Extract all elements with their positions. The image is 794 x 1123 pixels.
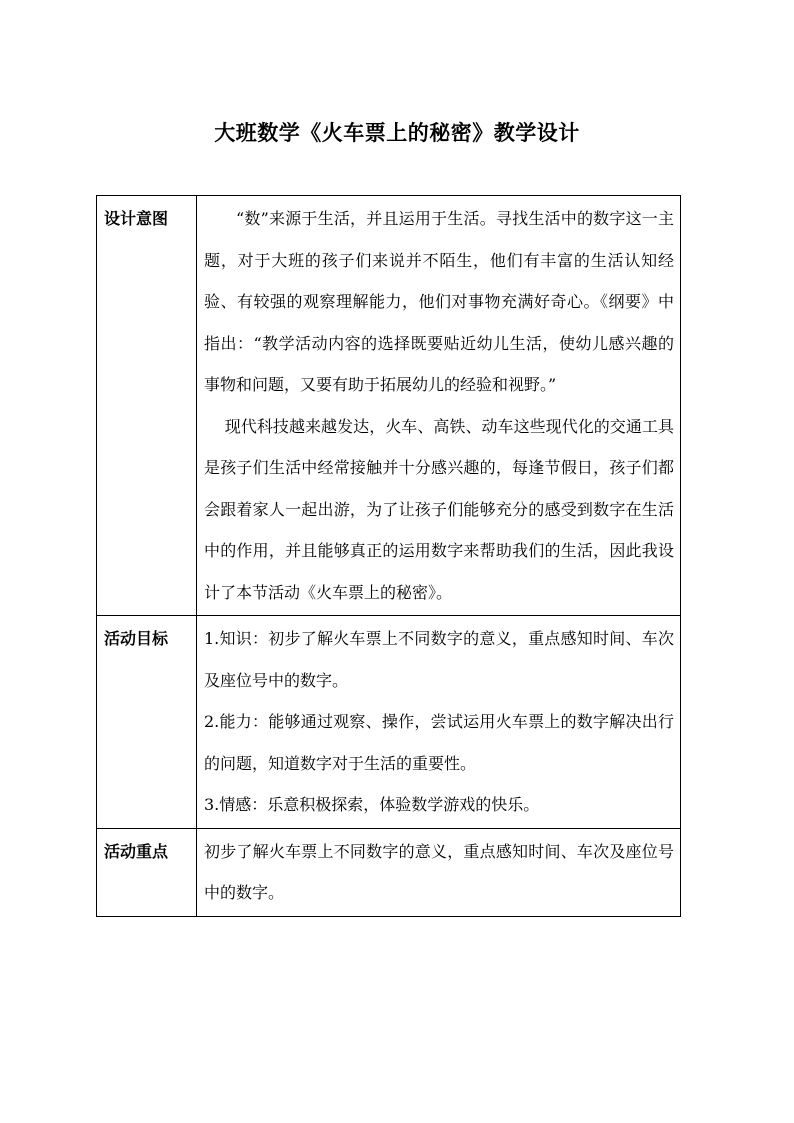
lesson-plan-table	[96, 195, 681, 917]
page-title: 大班数学《火车票上的秘密》教学设计	[214, 121, 580, 145]
paragraph: 1.知识：初步了解火车票上不同数字的意义，重点感知时间、车次及座位号中的数字。	[204, 629, 674, 690]
row-label-design-intent: 设计意图	[97, 196, 197, 616]
row-content-key-points	[197, 828, 681, 916]
row-label-key-points: 活动重点	[97, 828, 197, 916]
paragraph: 3.情感：乐意积极探索，体验数学游戏的快乐。	[204, 795, 540, 814]
paragraph: 现代科技越来越发达，火车、高铁、动车这些现代化的交通工具是孩子们生活中经常接触并十分感兴趣的，每逢节假日，孩子们都会跟着家人一起出游，为了让孩子们能够充分的感受到数字在生活中的作用，并且能够真正的运用数字来帮助我们的生活，因此我设计了本节活动《火车票上的秘密》。	[204, 416, 674, 602]
paragraph: “数”来源于生活，并且运用于生活。寻找生活中的数字这一主题，对于大班的孩子们来说并不陌生，他们有丰富的生活认知经验、有较强的观察理解能力，他们对事物充满好奇心。《纲要》中指出：“教学活动内容的选择既要贴近幼儿生活，使幼儿感兴趣的事物和问题，又要有助于拓展幼儿的经验和视野。”	[204, 209, 674, 394]
row-content-activity-goals	[197, 616, 681, 829]
table-row	[97, 828, 681, 916]
row-label-activity-goals: 活动目标	[97, 616, 197, 829]
paragraph: 初步了解火车票上不同数字的意义，重点感知时间、车次及座位号中的数字。	[204, 841, 674, 902]
table-row	[97, 616, 681, 829]
row-content-design-intent	[197, 196, 681, 616]
paragraph: 2.能力：能够通过观察、操作，尝试运用火车票上的数字解决出行的问题，知道数字对于生活的重要性。	[204, 712, 674, 773]
table-row	[97, 196, 681, 616]
